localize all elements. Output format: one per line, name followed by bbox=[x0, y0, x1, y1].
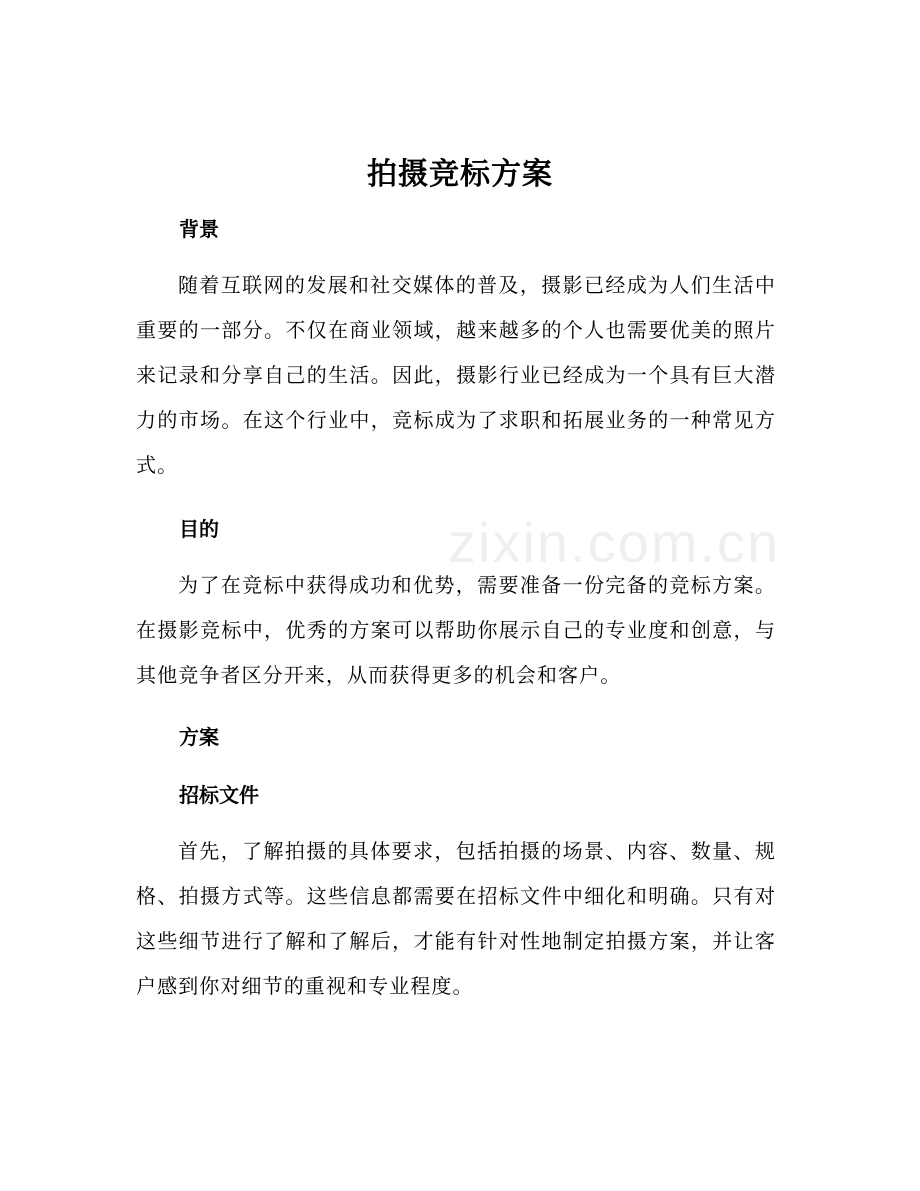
section-heading-purpose: 目的 bbox=[179, 517, 219, 541]
paragraph-purpose: 为了在竞标中获得成功和优势，需要准备一份完备的竞标方案。在摄影竞标中，优秀的方案可以帮助你展示自己的专业度和创意，与其他竞争者区分开来，从而获得更多的机会和客户。 bbox=[136, 573, 776, 687]
paragraph-background: 随着互联网的发展和社交媒体的普及，摄影已经成为人们生活中重要的一部分。不仅在商业领域，越来越多的个人也需要优美的照片来记录和分享自己的生活。因此，摄影行业已经成为一个具有巨大潜力的市场。在这个行业中，竞标成为了求职和拓展业务的一种常见方式。 bbox=[136, 273, 776, 477]
watermark: zixin.com.cn bbox=[448, 511, 781, 574]
document-title: 拍摄竞标方案 bbox=[367, 157, 553, 192]
section-heading-background: 背景 bbox=[179, 217, 219, 241]
section-heading-tender-documents: 招标文件 bbox=[179, 783, 259, 807]
paragraph-tender-documents: 首先，了解拍摄的具体要求，包括拍摄的场景、内容、数量、规格、拍摄方式等。这些信息都需要在招标文件中细化和明确。只有对这些细节进行了解和了解后，才能有针对性地制定拍摄方案，并让客户感到你对细节的重视和专业程度。 bbox=[136, 839, 776, 998]
section-heading-plan: 方案 bbox=[179, 725, 219, 749]
